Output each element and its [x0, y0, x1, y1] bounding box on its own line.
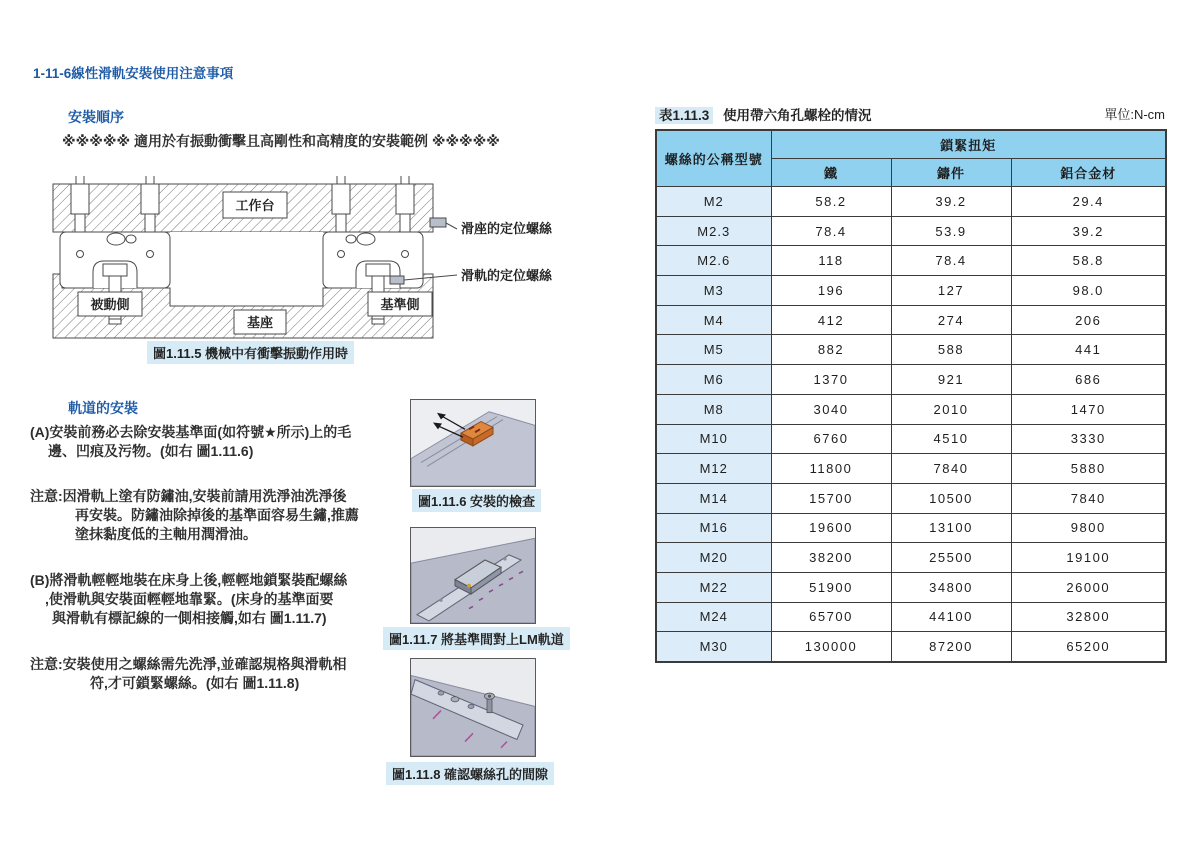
torque-cell: 19100	[1011, 543, 1166, 573]
model-cell: M22	[656, 572, 771, 602]
torque-cell: 196	[771, 276, 891, 306]
model-cell: M6	[656, 365, 771, 395]
torque-cell: 412	[771, 305, 891, 335]
model-cell: M16	[656, 513, 771, 543]
torque-cell: 78.4	[891, 246, 1011, 276]
figure-image-installation-check	[410, 399, 536, 487]
model-cell: M24	[656, 602, 771, 632]
table-row	[656, 276, 1166, 306]
tightening-torque-table	[655, 129, 1167, 663]
datum-side-label: 基準側	[380, 297, 420, 312]
torque-cell: 9800	[1011, 513, 1166, 543]
torque-cell: 3040	[771, 394, 891, 424]
torque-cell: 44100	[891, 602, 1011, 632]
torque-cell: 58.2	[771, 187, 891, 217]
torque-cell: 53.9	[891, 216, 1011, 246]
torque-cell: 5880	[1011, 454, 1166, 484]
torque-cell: 25500	[891, 543, 1011, 573]
model-cell: M8	[656, 394, 771, 424]
torque-cell: 65200	[1011, 632, 1166, 662]
figure-image-check-hole-clearance	[410, 658, 536, 757]
torque-cell: 130000	[771, 632, 891, 662]
note2-line: 注意:安裝使用之螺絲需先洗淨,並確認規格與滑軌相	[30, 656, 347, 672]
table-title-text: 使用帶六角孔螺栓的情況	[723, 108, 872, 123]
model-cell: M2.6	[656, 246, 771, 276]
torque-cell: 127	[891, 276, 1011, 306]
table-row	[656, 543, 1166, 573]
torque-cell: 118	[771, 246, 891, 276]
torque-cell: 10500	[891, 483, 1011, 513]
torque-cell: 34800	[891, 572, 1011, 602]
model-cell: M2.3	[656, 216, 771, 246]
torque-cell: 26000	[1011, 572, 1166, 602]
torque-cell: 206	[1011, 305, 1166, 335]
note2-line: 符,才可鎖緊螺絲。(如右 圖1.11.8)	[90, 675, 300, 691]
rail-install-text	[30, 423, 430, 693]
model-cell: M12	[656, 454, 771, 484]
torque-cell: 38200	[771, 543, 891, 573]
torque-cell: 921	[891, 365, 1011, 395]
table-title	[655, 104, 1165, 124]
table-row	[656, 513, 1166, 543]
torque-cell: 13100	[891, 513, 1011, 543]
page-title: 1-11-6線性滑軌安裝使用注意事項	[33, 66, 234, 81]
torque-cell: 19600	[771, 513, 891, 543]
para-a-line: (A)安裝前務必去除安裝基準面(如符號★所示)上的毛	[30, 424, 352, 440]
slider-set-screw	[430, 218, 446, 227]
table-row	[656, 305, 1166, 335]
torque-cell: 32800	[1011, 602, 1166, 632]
model-cell: M30	[656, 632, 771, 662]
note1-line: 再安裝。防鏽油除掉後的基準面容易生鏽,推薦	[75, 507, 359, 523]
table-row	[656, 216, 1166, 246]
torque-cell: 1370	[771, 365, 891, 395]
torque-cell: 6760	[771, 424, 891, 454]
table-row	[656, 335, 1166, 365]
torque-cell: 1470	[1011, 394, 1166, 424]
torque-cell: 29.4	[1011, 187, 1166, 217]
note1-line: 塗抹黏度低的主軸用潤滑油。	[75, 526, 257, 542]
torque-cell: 58.8	[1011, 246, 1166, 276]
model-cell: M5	[656, 335, 771, 365]
table-number-tag: 表1.11.3	[655, 107, 713, 124]
slider-screw-label: 滑座的定位螺絲	[461, 221, 553, 236]
section-heading-install-order: 安裝順序	[68, 109, 124, 125]
torque-cell: 11800	[771, 454, 891, 484]
table-row	[656, 424, 1166, 454]
table-row	[656, 246, 1166, 276]
torque-cell: 39.2	[891, 187, 1011, 217]
recess	[170, 232, 323, 306]
model-cell: M14	[656, 483, 771, 513]
torque-cell: 882	[771, 335, 891, 365]
column-header-aluminum: 鋁合金材	[1011, 159, 1166, 187]
torque-cell: 15700	[771, 483, 891, 513]
torque-cell: 7840	[1011, 483, 1166, 513]
table-row	[656, 187, 1166, 217]
model-cell: M4	[656, 305, 771, 335]
table-row	[656, 454, 1166, 484]
torque-cell: 51900	[771, 572, 891, 602]
rail-screw-label: 滑軌的定位螺絲	[461, 268, 553, 283]
figure-image-align-rail	[410, 527, 536, 624]
figure-caption-1-11-8: 圖1.11.8 確認螺絲孔的間隙	[386, 762, 554, 785]
torque-cell: 87200	[891, 632, 1011, 662]
figure-caption-1-11-7: 圖1.11.7 將基準間對上LM軌道	[383, 627, 570, 650]
table-row	[656, 632, 1166, 662]
torque-cell: 274	[891, 305, 1011, 335]
worktable-label: 工作台	[235, 198, 275, 213]
install-order-note: ※※※※※ 適用於有振動衝擊且高剛性和高精度的安裝範例 ※※※※※	[62, 133, 500, 149]
table-row	[656, 365, 1166, 395]
section-heading-rail-install: 軌道的安裝	[68, 400, 138, 416]
torque-cell: 4510	[891, 424, 1011, 454]
column-group-header-torque: 鎖緊扭矩	[771, 130, 1166, 159]
para-a-line: 邊、凹痕及污物。(如右 圖1.11.6)	[48, 443, 254, 459]
torque-cell: 65700	[771, 602, 891, 632]
table-row	[656, 483, 1166, 513]
column-header-model: 螺絲的公稱型號	[656, 130, 771, 187]
model-cell: M20	[656, 543, 771, 573]
model-cell: M3	[656, 276, 771, 306]
table-row	[656, 602, 1166, 632]
driven-side-label: 被動側	[90, 297, 130, 312]
model-cell: M2	[656, 187, 771, 217]
para-b-line: 與滑軌有標記線的一側相接觸,如右 圖1.11.7)	[52, 610, 327, 626]
torque-cell: 441	[1011, 335, 1166, 365]
torque-cell: 2010	[891, 394, 1011, 424]
table-row	[656, 572, 1166, 602]
torque-cell: 588	[891, 335, 1011, 365]
column-header-iron: 鐵	[771, 159, 891, 187]
rail-set-screw	[390, 276, 404, 284]
torque-cell: 78.4	[771, 216, 891, 246]
figure-caption-1-11-5: 圖1.11.5 機械中有衝擊振動作用時	[147, 341, 354, 364]
model-cell: M10	[656, 424, 771, 454]
column-header-cast: 鑄件	[891, 159, 1011, 187]
bolt	[487, 698, 492, 712]
note1-line: 注意:因滑軌上塗有防鏽油,安裝前請用洗淨油洗淨後	[30, 488, 347, 504]
para-b-line: (B)將滑軌輕輕地裝在床身上後,輕輕地鎖緊裝配螺絲	[30, 572, 348, 588]
torque-cell: 7840	[891, 454, 1011, 484]
torque-cell: 39.2	[1011, 216, 1166, 246]
torque-cell: 3330	[1011, 424, 1166, 454]
table-row	[656, 394, 1166, 424]
torque-cell: 686	[1011, 365, 1166, 395]
table-unit: 單位:N-cm	[1104, 107, 1165, 122]
torque-cell: 98.0	[1011, 276, 1166, 306]
machine-cross-section-diagram	[38, 176, 568, 344]
base-label: 基座	[246, 315, 274, 330]
para-b-line: ,使滑軌與安裝面輕輕地靠緊。(床身的基準面要	[45, 591, 334, 607]
figure-caption-1-11-6: 圖1.11.6 安裝的檢查	[412, 489, 541, 512]
